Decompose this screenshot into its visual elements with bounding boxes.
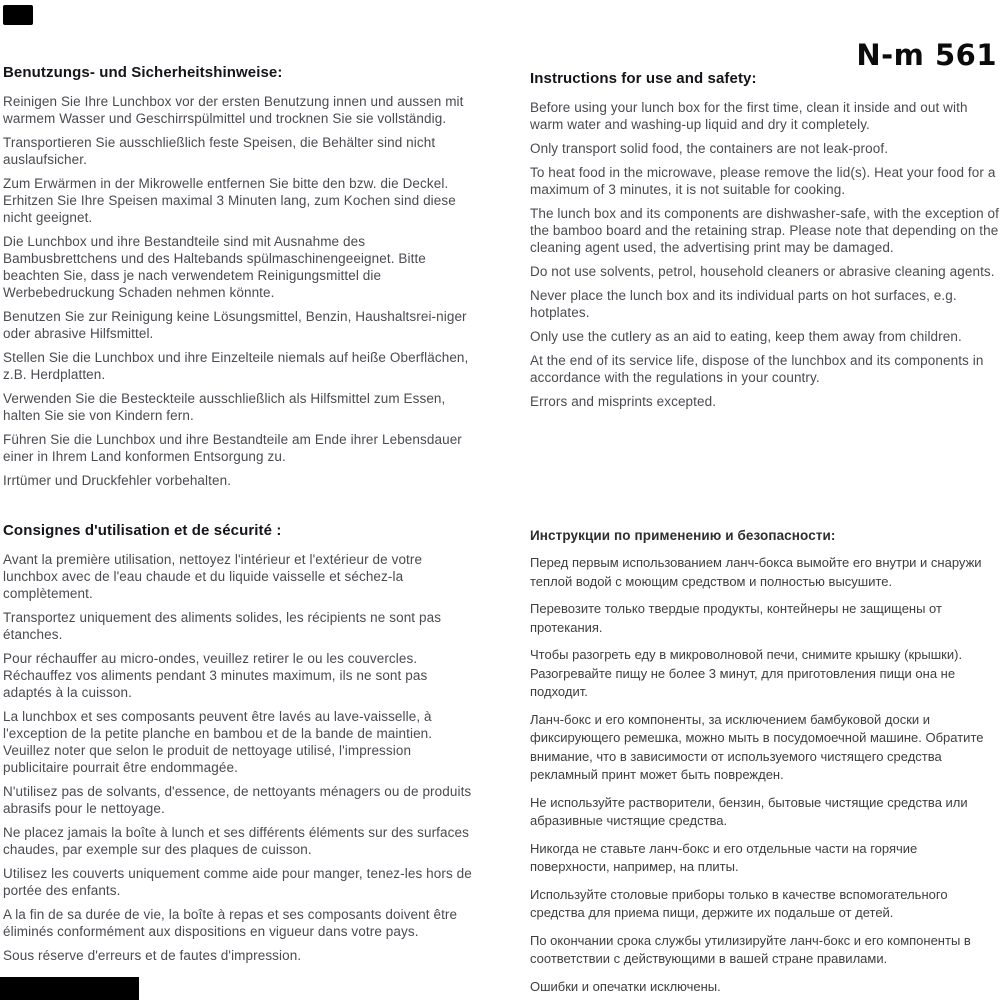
paragraph: Никогда не ставьте ланч-бокс и его отдельные части на горячие поверхности, например, на плиты.	[530, 840, 918, 874]
german-paragraphs	[3, 93, 473, 489]
paragraph: Transportez uniquement des aliments solides, les récipients ne sont pas étanches.	[3, 610, 442, 642]
paragraph: Ne placez jamais la boîte à lunch et ses différents éléments sur des surfaces chaudes, par exemple sur des plaques de cuisson.	[3, 825, 469, 857]
paragraph: Irrtümer und Druckfehler vorbehalten.	[3, 473, 232, 488]
paragraph: Перевозите только твердые продукты, контейнеры не защищены от протекания.	[530, 601, 942, 635]
paragraph: Only transport solid food, the containers are not leak-proof.	[530, 141, 889, 156]
paragraph: A la fin de sa durée de vie, la boîte à repas et ses composants doivent être éliminés conformément aux dispositions en vigueur dans votre pays.	[3, 907, 458, 939]
paragraph: At the end of its service life, dispose of the lunchbox and its components in accordance with the regulations in your country.	[530, 353, 984, 385]
paragraph: По окончании срока службы утилизируйте ланч-бокс и его компоненты в соответствии с действующими в вашей стране правилами.	[530, 932, 971, 966]
section-english	[530, 70, 1000, 417]
paragraph: Verwenden Sie die Besteckteile ausschließlich als Hilfsmittel zum Essen, halten Sie sie von Kindern fern.	[3, 391, 446, 423]
paragraph: Reinigen Sie Ihre Lunchbox vor der ersten Benutzung innen und aussen mit warmem Wasser und Geschirrspülmittel und trocknen Sie sie vollständig.	[3, 94, 464, 126]
paragraph: Die Lunchbox und ihre Bestandteile sind mit Ausnahme des Bambusbrettchens und des Haltebands spülmaschinengeeignet. Bitte beachten Sie, dass je nach verwendetem Reinigungsmittel die Werbebedruckung Schaden nehmen könnte.	[3, 234, 426, 300]
paragraph: Benutzen Sie zur Reinigung keine Lösungsmittel, Benzin, Haushaltsrei-niger oder abrasive Hilfsmittel.	[3, 309, 467, 341]
section-russian	[530, 528, 996, 1000]
paragraph: Transportieren Sie ausschließlich feste Speisen, die Behälter sind nicht auslaufsicher.	[3, 135, 436, 167]
paragraph: Never place the lunch box and its individual parts on hot surfaces, e.g. hotplates.	[530, 288, 957, 320]
german-heading: Benutzungs- und Sicherheitshinweise:	[3, 64, 283, 81]
section-french	[3, 522, 473, 971]
english-paragraphs	[530, 99, 1000, 410]
paragraph: Перед первым использованием ланч-бокса вымойте его внутри и снаружи теплой водой с моющим средством и полностью высушите.	[530, 555, 982, 589]
paragraph: Не используйте растворители, бензин, бытовые чистящие средства или абразивные чистящие средства.	[530, 794, 968, 828]
paragraph: The lunch box and its components are dishwasher-safe, with the exception of the bamboo board and the retaining strap. Please note that depending on the cleaning agent used, the advertising print may be damaged.	[530, 206, 1000, 255]
russian-paragraphs	[530, 554, 996, 996]
paragraph: To heat food in the microwave, please remove the lid(s). Heat your food for a maximum of 3 minutes, it is not suitable for cooking.	[530, 165, 996, 197]
paragraph: Errors and misprints excepted.	[530, 394, 717, 409]
paragraph: Stellen Sie die Lunchbox und ihre Einzelteile niemals auf heiße Oberflächen, z.B. Herdplatten.	[3, 350, 469, 382]
paragraph: Zum Erwärmen in der Mikrowelle entfernen Sie bitte den bzw. die Deckel. Erhitzen Sie Ihre Speisen maximal 3 Minuten lang, zum Kochen sind diese nicht geeignet.	[3, 176, 456, 225]
paragraph: Pour réchauffer au micro-ondes, veuillez retirer le ou les couvercles. Réchauffez vos aliments pendant 3 minutes maximum, ils ne sont pas adaptés à la cuisson.	[3, 651, 428, 700]
paragraph: Führen Sie die Lunchbox und ihre Bestandteile am Ende ihrer Lebensdauer einer in Ihrem Land konformen Entsorgung zu.	[3, 432, 462, 464]
paragraph: Используйте столовые приборы только в качестве вспомогательного средства для приема пищи, держите их подальше от детей.	[530, 886, 948, 920]
print-mark-bottom-left	[0, 977, 139, 1000]
paragraph: Before using your lunch box for the first time, clean it inside and out with warm water and washing-up liquid and dry it completely.	[530, 100, 968, 132]
section-german	[3, 64, 473, 496]
paragraph: Sous réserve d'erreurs et de fautes d'impression.	[3, 948, 302, 963]
paragraph: Only use the cutlery as an aid to eating, keep them away from children.	[530, 329, 962, 344]
french-paragraphs	[3, 551, 473, 964]
paragraph: Avant la première utilisation, nettoyez l'intérieur et l'extérieur de votre lunchbox avec de l'eau chaude et du liquide vaisselle et séchez-la complètement.	[3, 552, 423, 601]
print-mark-top-left	[3, 5, 33, 25]
paragraph: Utilisez les couverts uniquement comme aide pour manger, tenez-les hors de portée des enfants.	[3, 866, 472, 898]
paragraph: La lunchbox et ses composants peuvent être lavés au lave-vaisselle, à l'exception de la petite planche en bambou et de la bande de maintien. Veuillez noter que selon le produit de nettoyage utilisé, l'impression publicitaire pourrait être endommagée.	[3, 709, 433, 775]
paragraph: Do not use solvents, petrol, household cleaners or abrasive cleaning agents.	[530, 264, 995, 279]
french-heading: Consignes d'utilisation et de sécurité :	[3, 522, 282, 539]
english-heading: Instructions for use and safety:	[530, 70, 757, 87]
paragraph: N'utilisez pas de solvants, d'essence, de nettoyants ménagers ou de produits abrasifs pour le nettoyage.	[3, 784, 472, 816]
paragraph: Ошибки и опечатки исключены.	[530, 978, 721, 994]
paragraph: Ланч-бокс и его компоненты, за исключением бамбуковой доски и фиксирующего ремешка, можно мыть в посудомоечной машине. Обратите внимание, что в зависимости от используемого чистящего средства рекламный принт может быть поврежден.	[530, 711, 984, 782]
paragraph: Чтобы разогреть еду в микроволновой печи, снимите крышку (крышки). Разогревайте пищу не более 3 минут, для приготовления пищи она не подходит.	[530, 647, 963, 699]
russian-heading: Инструкции по применению и безопасности:	[530, 528, 836, 543]
model-number: N-m 561	[856, 38, 997, 72]
